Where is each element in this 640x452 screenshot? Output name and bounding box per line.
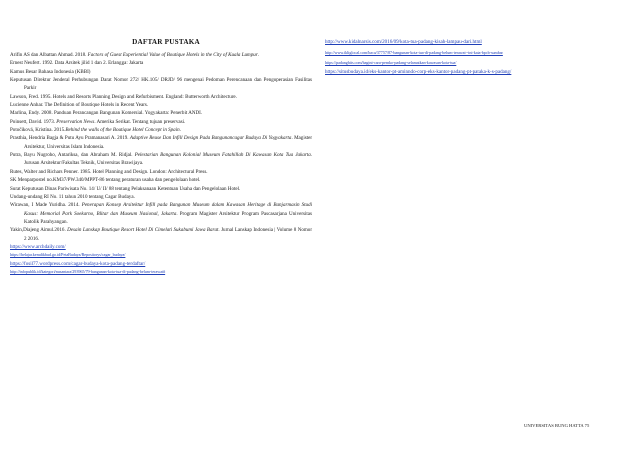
reference-text: Wirawan, I Made Yuridha. 2014.: [10, 202, 82, 209]
reference-text-after: . Magister Arsitektur, Universitas Islam Indonesia.: [24, 135, 313, 150]
reference-text: Potočiková, Kristína. 2015.: [10, 127, 66, 134]
reference-entry: [10, 151, 312, 168]
reference-text: Lawson, Fred. 1995. Hotels and Resorts Planning Design and Refurbisment. England: Butterworth Architecture.: [10, 93, 237, 100]
reference-text: Kamus Besar Bahasa Indonesia (KBBI): [10, 68, 91, 75]
reference-link[interactable]: https://belajar.kemdikbud.go.id/PetaBudaya/Repositorys/cagar_budaya/: [10, 252, 126, 258]
page-footer: UNIVERSITAS BUNG HATTA 75: [524, 423, 590, 428]
reference-title: Factors of Guest Experiential Value of Boutique Hotels in the City of Kuala Lumpur: [87, 52, 258, 58]
reference-entry: [10, 118, 312, 126]
reference-link[interactable]: https://www.archdaily.com/: [10, 243, 66, 250]
reference-entry: [10, 68, 312, 76]
reference-text: Marlina, Endy. 2008. Panduan Perancangan Bangunan Komersial. Yogyakarta: Penerbit ANDI.: [10, 110, 203, 117]
reference-text: Prasthia, Hendria Bagja & Putu Ayu Pramanasari A. 2019.: [10, 135, 130, 142]
reference-entry: [10, 109, 312, 117]
reference-link[interactable]: http://www.kidalnarsis.com/2016/09/kota-tua-padang-kisah-lampau-dari.html: [325, 39, 482, 45]
reference-entry: [10, 59, 312, 67]
reference-entry: [10, 134, 312, 151]
reference-title: Adaptive Reuse Dan Infill Design Pada Bangunancagar Budaya Di Yogyakarta: [129, 135, 292, 142]
reference-entry: [10, 176, 312, 184]
reference-entry: [10, 168, 312, 176]
reference-title: Behind the walls of the Boutique Hotel Concept in Spain: [65, 127, 180, 134]
reference-link[interactable]: https://fosil77.wordpress.com/cagar-budaya-kota-padang-terdaftar/: [10, 260, 146, 267]
page-title: DAFTAR PUSTAKA: [132, 38, 200, 46]
reference-entry: [10, 76, 312, 93]
reference-entry: [10, 101, 312, 109]
reference-list: [10, 51, 312, 243]
reference-title: Preservation News: [56, 118, 95, 125]
reference-entry: [10, 51, 312, 59]
reference-entry: [10, 226, 312, 243]
reference-entry: [10, 201, 312, 226]
reference-text: Poinsett, David. 1973.: [10, 118, 57, 125]
reference-title: Penerapan Konsep Arsitektur Infill pada Bangunan Museum dalam Kawasan Heritage di Banjarmasin Studi Kasus: Memorial Park Soekarno, Blitar dan Museum Nasional, Jakarta: [24, 202, 313, 217]
reference-text: Ernest Neufert. 1992. Data Arsitek jilid 1 dan 2. Erlangga: Jakarta: [10, 60, 144, 67]
reference-text-after: . Jurusan Arsitektur/Fakultas Teknik, Universitas Brawijaya.: [24, 152, 313, 167]
reference-text: Rutes, Walter and Richars Penner. 1985. Hotel Planning and Design. London: Architectural Press.: [10, 168, 208, 175]
reference-title: Pelestarian Bangunan Kolonial Museum Fatahillah Di Kawasan Kota Tua Jakarta: [134, 152, 311, 159]
reference-text-after: .: [257, 52, 259, 58]
right-link-list: [325, 38, 625, 78]
reference-text: SK Menparpostel no.KM37/PW.340/MPPT-86 tentang peraturan usaha dan pengelolaan hotel.: [10, 177, 201, 184]
reference-text: Yakin,Diajeng Aimul.2016.: [10, 227, 68, 234]
reference-link[interactable]: https://padanghits.com/bagini-cara-pemko-padang-selamatkan-kawasan-kota-tua/: [325, 59, 457, 65]
reference-entry: [10, 193, 312, 201]
reference-entry: [10, 126, 312, 134]
reference-entry: [10, 185, 312, 193]
reference-text: Putra, Bayu Nugroho, Antariksa, dan Abraham M. Ridjal.: [10, 152, 135, 159]
reference-text: Arifin AS dan Albattan Ahmad. 2018.: [10, 52, 88, 58]
reference-text: Undang-undang RI No. 11 tahun 2010 tentang Cagar Budaya.: [10, 193, 135, 200]
reference-link[interactable]: http://infopublik.id/kategori/nusantara/293965/79-bangunan-kota-tua-di-padang-belum-terawat#: [10, 268, 166, 274]
reference-text-after: .: [179, 127, 181, 134]
reference-link[interactable]: http://www.ikliglocal.com/baca/37757/87-bangunan-kota-tua-di-padang-belum-terawat--ini-kata-bpcb-sumbar: [325, 49, 503, 55]
left-column: [10, 38, 312, 276]
reference-text-after: . Amerika Serikat. Tentang tujuan preservasi.: [94, 118, 186, 125]
reference-text-after: . Program Magister Arsitektur Program Pascasarjana Universitas Katolik Parahyangan.: [24, 210, 312, 225]
reference-text: Keputusan Direktur Jenderal Perhubungan Darat Nomor 272/ HK.105/ DRJD/ 96 mengenai Pedoman Perencanaan dan Pengoperasian Fasilitas Parkir: [10, 77, 312, 92]
reference-entry: [10, 93, 312, 101]
reference-text-after: . Jurnal Lanskap Indonesia | Volume 8 Nomor 2 2016.: [24, 227, 312, 242]
reference-title: Desain Lanskap Boutique Resort Hotel Di Cimelati Sukabumi Jawa Barat: [67, 227, 219, 234]
reference-text: Surat Keputusan Dinas Pariwisata No. 14/ U/ II/ 88 tentang Pelaksanaan Ketentuan Usaha dan Pengelolaan Hotel.: [10, 185, 241, 192]
reference-text: Lucienne Anhar. The Definition of Boutique Hotels in Recent Years.: [10, 102, 149, 109]
reference-link[interactable]: https://situsbudaya.id/eks-kantor-pt-aminndo-corp-eks-kantor-padang-pt-pataka-k-s-padang/: [325, 68, 512, 75]
right-column: [325, 38, 625, 78]
left-link-list: [10, 243, 312, 276]
